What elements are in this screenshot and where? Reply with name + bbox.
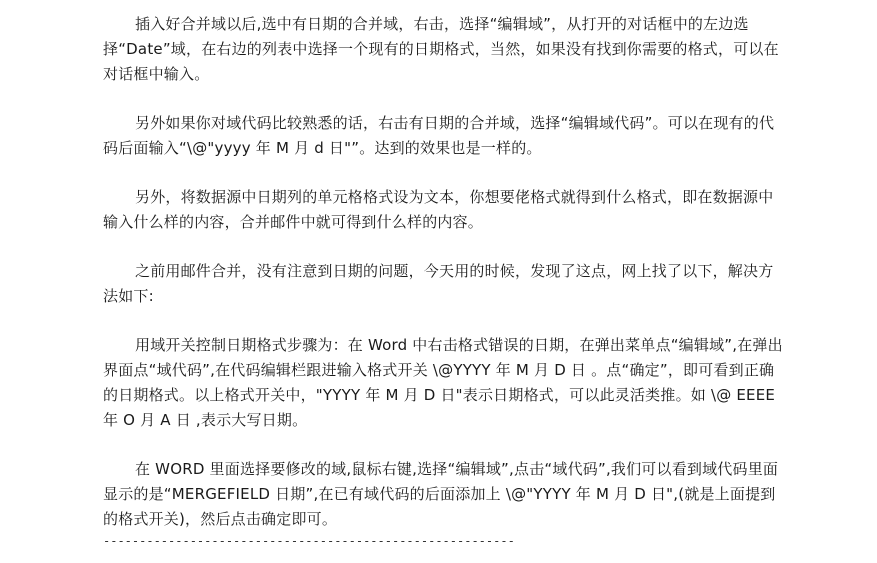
paragraph-mail-merge-intro: 之前用邮件合并，没有注意到日期的问题，今天用的时候，发现了这点，网上找了以下，解决方法如下: xyxy=(103,262,774,305)
paragraph-field-code: 另外如果你对域代码比较熟悉的话，右击有日期的合并域，选择“编辑域代码”。可以在现有的代码后面输入“\@"yyyy 年 M 月 d 日"”。达到的效果也是一样的。 xyxy=(103,114,775,157)
paragraph-field-switch-steps: 用域开关控制日期格式步骤为：在 Word 中右击格式错误的日期，在弹出菜单点“编辑域”,在弹出界面点“域代码”,在代码编辑栏跟进输入格式开关 \@YYYY 年 M 月 D 日 。点“确定”，即可看到正确的日期格式。以上格式开关中，"YYYY 年 M 月 D 日"表示日期格式，可以此灵活类推。如 \@ EEEE 年 O 月 A 日 ,表示大写日期。 xyxy=(103,336,783,429)
paragraph-text-format: 另外，将数据源中日期列的单元格格式设为文本，你想要佬格式就得到什么格式，即在数据源中输入什么样的内容，合并邮件中就可得到什么样的内容。 xyxy=(103,188,774,231)
paragraph-word-steps: 在 WORD 里面选择要修改的域,鼠标右键,选择“编辑域”,点击“域代码”,我们可以看到域代码里面显示的是“MERGEFIELD 日期”,在已有域代码的后面添加上 \@"YYYY 年 M 月 D 日",(就是上面提到的格式开关)，然后点击确定即可。 xyxy=(103,460,779,528)
document-body xyxy=(103,12,783,548)
paragraph-edit-field: 插入好合并域以后,选中有日期的合并域，右击，选择“编辑域”，从打开的对话框中的左边选择“Date”域，在右边的列表中选择一个现有的日期格式，当然，如果没有找到你需要的格式，可以在对话框中输入。 xyxy=(103,15,779,83)
divider-line: --------------------------------------------------------- xyxy=(103,534,515,548)
